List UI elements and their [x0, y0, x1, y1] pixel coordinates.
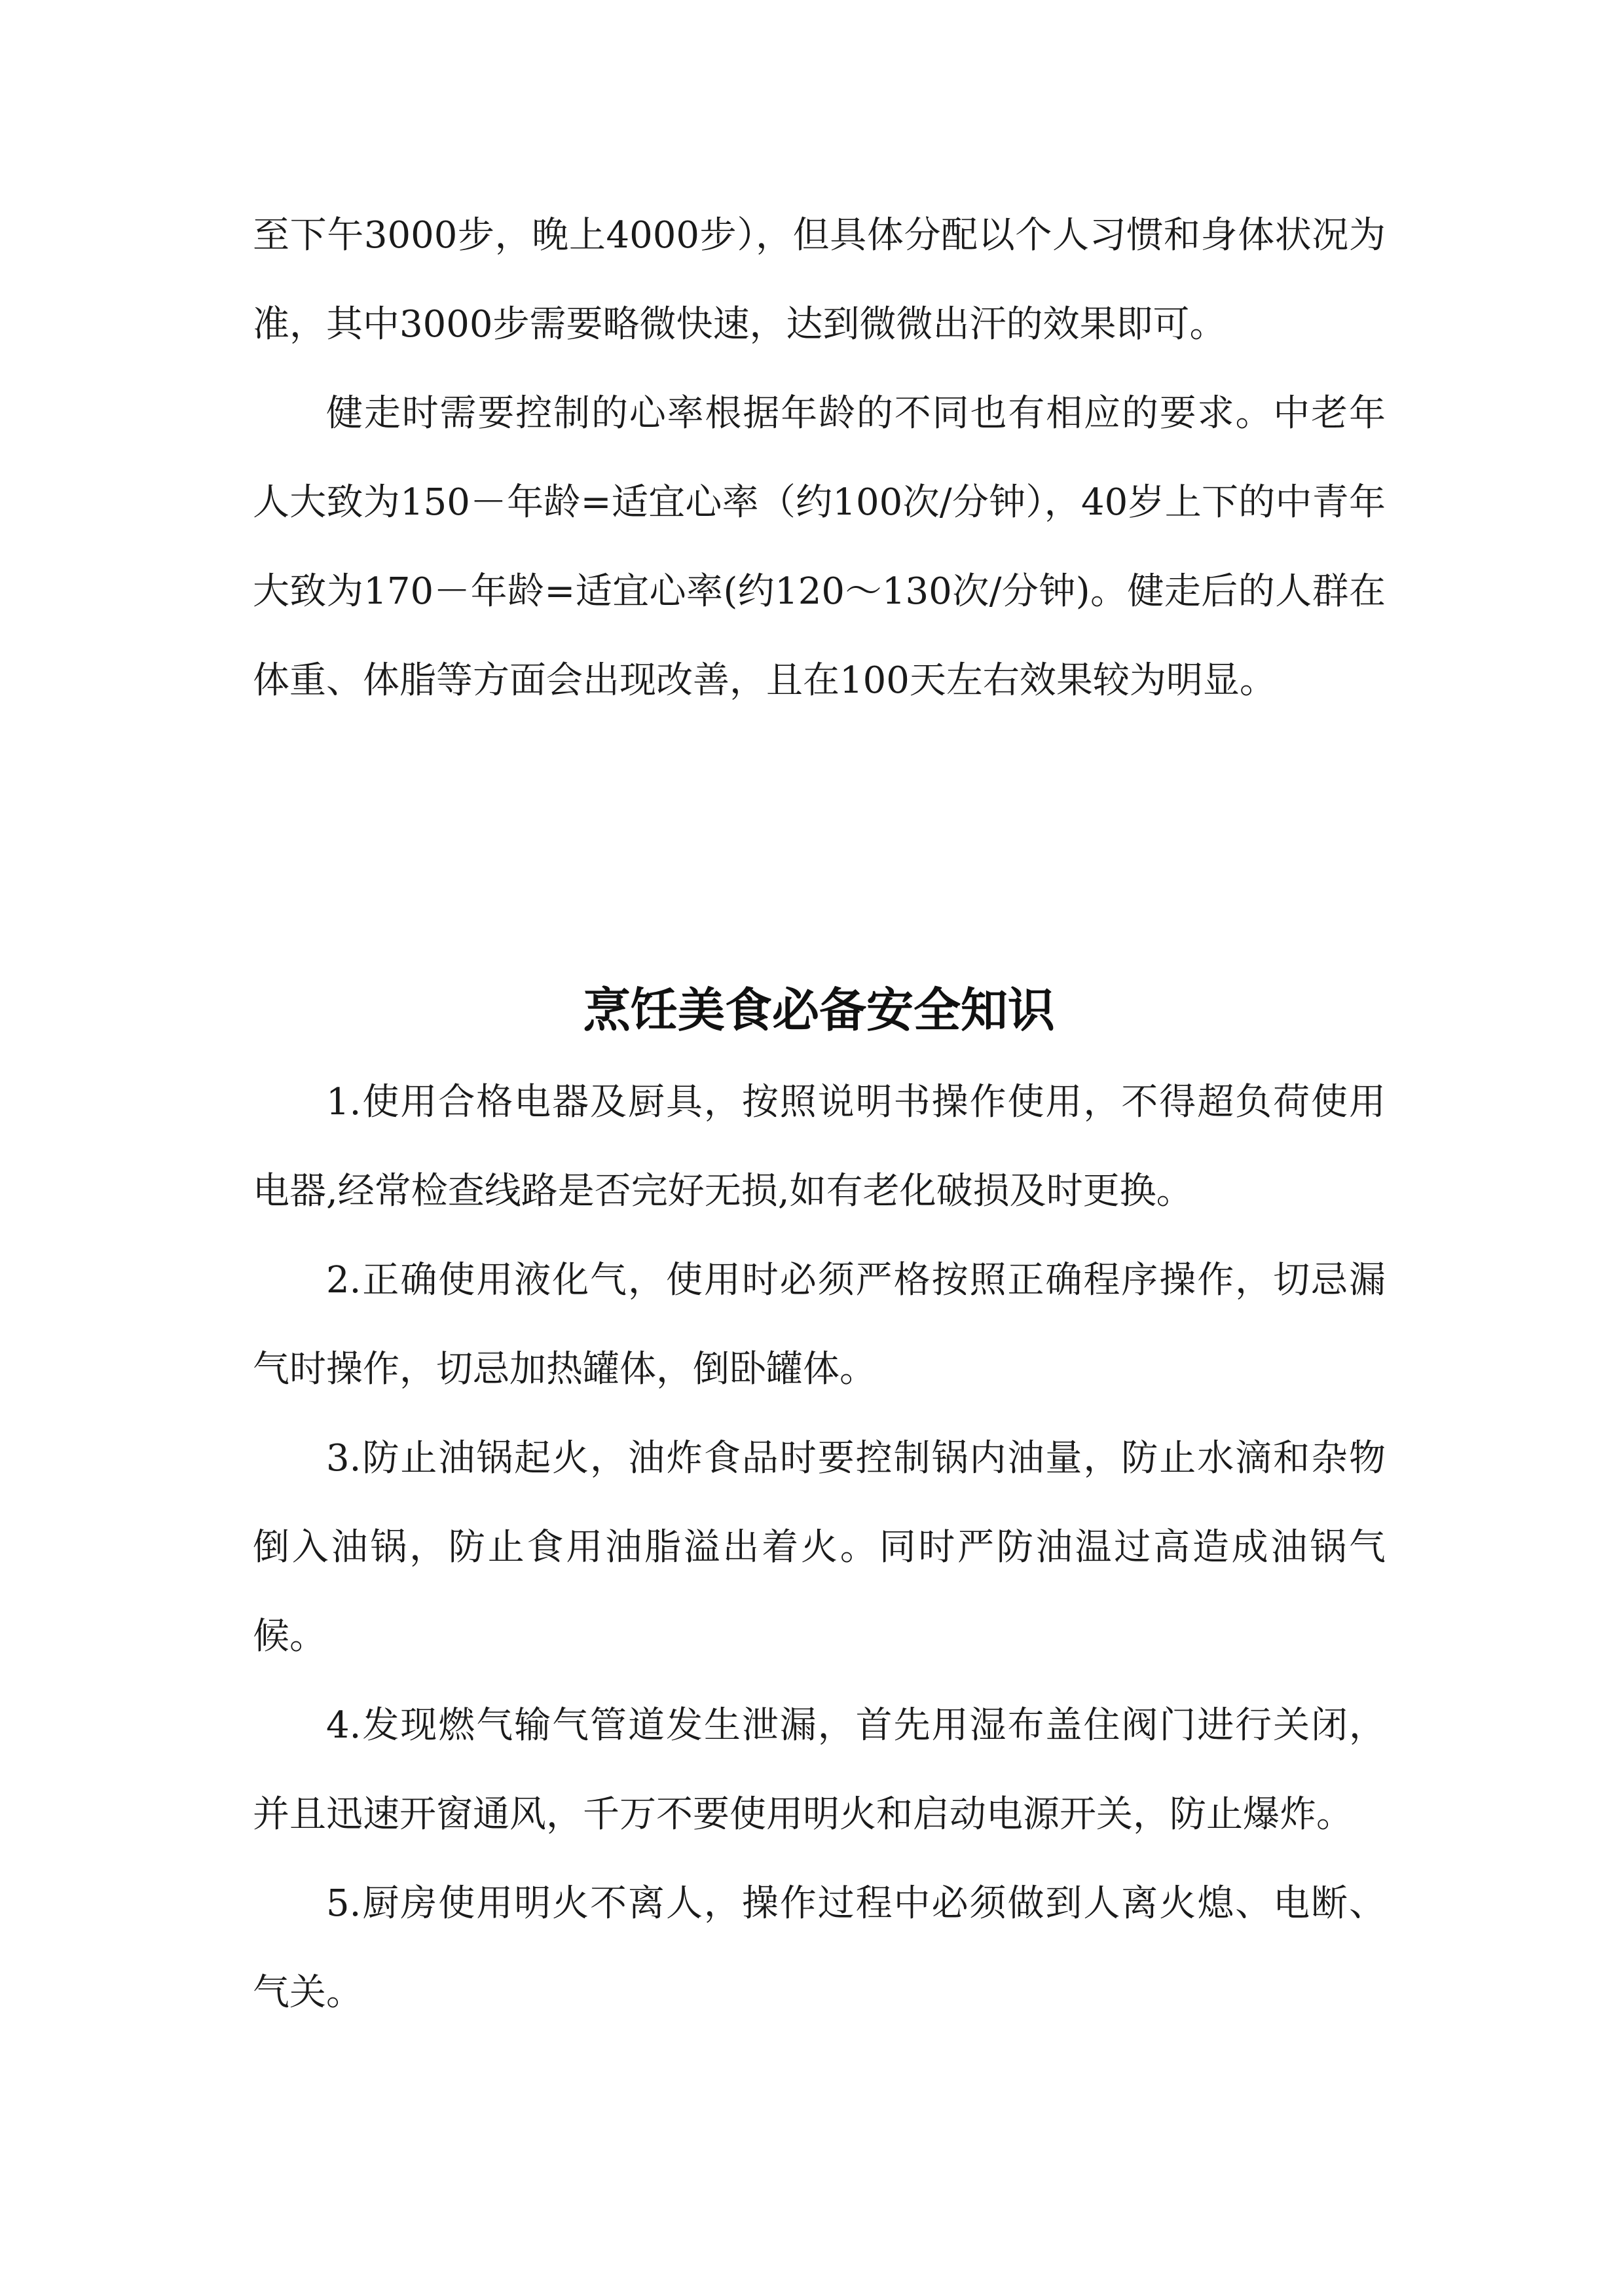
safety-item-1: 1.使用合格电器及厨具，按照说明书操作使用，不得超负荷使用电器,经常检查线路是否完好无损,如有老化破损及时更换。 — [253, 1081, 1386, 1212]
paragraph-heart-rate: 健走时需要控制的心率根据年龄的不同也有相应的要求。中老年人大致为150－年龄=适宜心率（约100次/分钟），40岁上下的中青年大致为170－年龄=适宜心率(约120～130次/分钟)。健走后的人群在体重、体脂等方面会出现改善，且在100天左右效果较为明显。 — [253, 392, 1386, 702]
paragraph-steps: 至下午3000步，晚上4000步），但具体分配以个人习惯和身体状况为准，其中3000步需要略微快速，达到微微出汗的效果即可。 — [253, 214, 1386, 346]
safety-list — [253, 1058, 1386, 2037]
safety-item-4: 4.发现燃气输气管道发生泄漏，首先用湿布盖住阀门进行关闭，并且迅速开窗通风，千万不要使用明火和启动电源开关，防止爆炸。 — [253, 1704, 1386, 1836]
safety-item-5: 5.厨房使用明火不离人，操作过程中必须做到人离火熄、电断、气关。 — [253, 1882, 1386, 2014]
section-walking-text — [253, 191, 1386, 725]
safety-item-2: 2.正确使用液化气，使用时必须严格按照正确程序操作，切忌漏气时操作，切忌加热罐体，倒卧罐体。 — [253, 1259, 1386, 1391]
section-title: 烹饪美食必备安全知识 — [583, 982, 1055, 1038]
safety-item-3: 3.防止油锅起火，油炸食品时要控制锅内油量，防止水滴和杂物倒入油锅，防止食用油脂溢出着火。同时严防油温过高造成油锅气候。 — [253, 1437, 1386, 1658]
